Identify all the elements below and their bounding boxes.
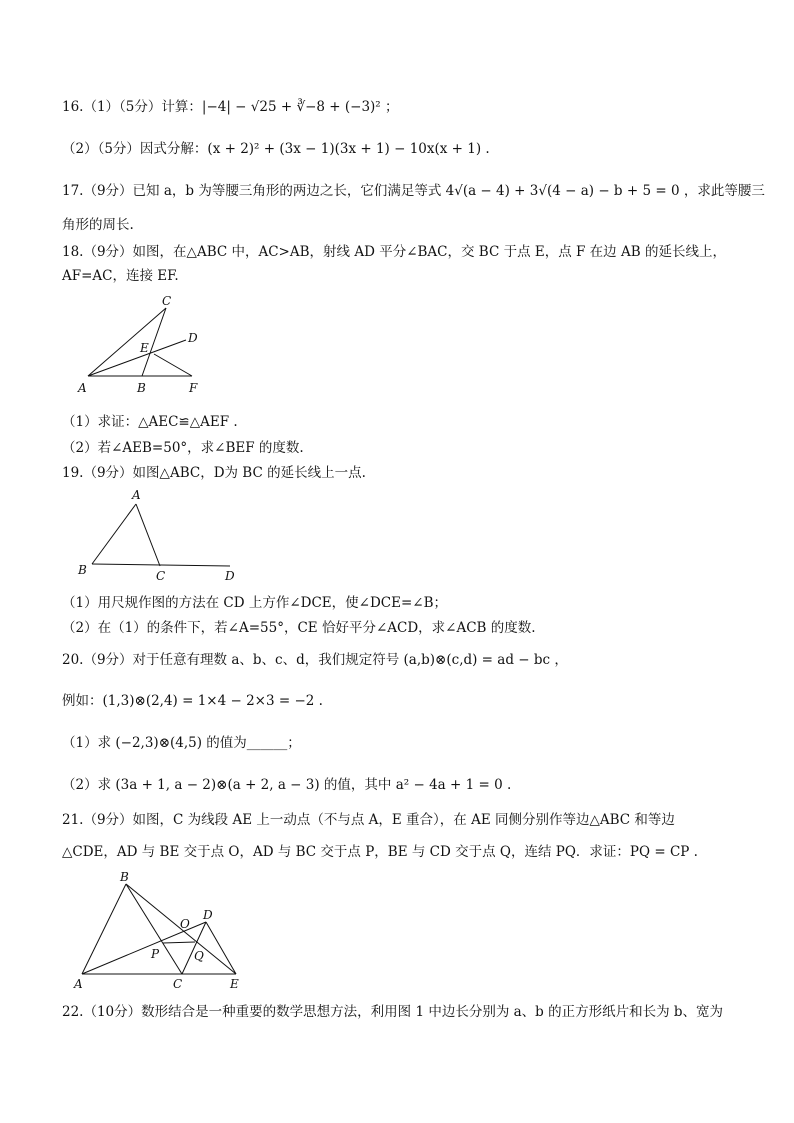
q19-part2: （2）在（1）的条件下，若∠A=55°，CE 恰好平分∠ACD，求∠ACB 的度数. <box>62 620 536 636</box>
q16-line1: 16.（1）（5分）计算：|−4| − √25 + ∛−8 + (−3)² ； <box>62 99 399 115</box>
q21-line1: 21.（9分）如图，C 为线段 AE 上一动点（不与点 A，E 重合），在 AE 同侧分别作等边△ABC 和等边 <box>62 812 675 828</box>
q19-label-A: A <box>132 488 141 502</box>
q20-line2: 例如：(1,3)⊗(2,4) = 1×4 − 2×3 = −2 . <box>62 693 323 709</box>
q18-ray-AD <box>88 340 186 376</box>
q21-seg-DE <box>206 922 236 974</box>
q20-part1: （1）求 (−2,3)⊗(4,5) 的值为______； <box>62 735 301 751</box>
q18-line2: AF=AC，连接 EF. <box>62 268 179 284</box>
q18-seg-EF <box>154 354 192 376</box>
q19-seg-AB <box>92 504 136 564</box>
q21-label-O: O <box>180 917 190 931</box>
q17-line2: 角形的周长. <box>62 217 134 233</box>
q19-label-C: C <box>156 569 166 583</box>
q21-figure <box>70 870 250 992</box>
q18-line1: 18.（9分）如图，在△ABC 中，AC>AB，射线 AD 平分∠BAC，交 BC 于点 E，点 F 在边 AB 的延长线上， <box>62 244 726 260</box>
q19-seg-AC <box>136 504 160 566</box>
q18-part1: （1）求证：△AEC≌△AEF . <box>62 414 238 430</box>
q18-part2: （2）若∠AEB=50°，求∠BEF 的度数. <box>62 440 304 456</box>
q21-label-B: B <box>120 870 129 884</box>
q17-line1: 17.（9分）已知 a，b 为等腰三角形的两边之长，它们满足等式 4√(a − 4) + 3√(4 − a) − b + 5 = 0 ，求此等腰三 <box>62 183 765 199</box>
q21-label-A: A <box>74 977 83 991</box>
q21-label-E: E <box>230 977 239 991</box>
q21-label-P: P <box>151 947 160 961</box>
q18-figure <box>70 290 210 400</box>
q19-label-D: D <box>225 569 235 583</box>
q19-line1: 19.（9分）如图△ABC，D为 BC 的延长线上一点. <box>62 465 366 481</box>
q18-label-F: F <box>189 381 198 395</box>
q19-figure <box>70 486 250 586</box>
q18-label-A: A <box>78 381 87 395</box>
q18-label-D: D <box>188 331 198 345</box>
q18-label-E: E <box>140 341 149 355</box>
q20-part2: （2）求 (3a + 1, a − 2)⊗(a + 2, a − 3) 的值，其中 a² − 4a + 1 = 0 . <box>62 777 512 793</box>
q19-part1: （1）用尺规作图的方法在 CD 上方作∠DCE，使∠DCE=∠B； <box>62 595 448 611</box>
q21-line2: △CDE，AD 与 BE 交于点 O，AD 与 BC 交于点 P，BE 与 CD 交于点 Q，连结 PQ．求证：PQ = CP . <box>62 844 698 860</box>
q20-line1: 20.（9分）对于任意有理数 a、b、c、d，我们规定符号 (a,b)⊗(c,d) = ad − bc ， <box>62 652 568 668</box>
q19-label-B: B <box>78 563 87 577</box>
q18-label-B: B <box>137 381 146 395</box>
q21-label-C: C <box>173 977 183 991</box>
q21-seg-AB <box>82 884 126 974</box>
q18-label-C: C <box>162 294 172 308</box>
q21-label-D: D <box>203 908 213 922</box>
q21-seg-PQ <box>163 942 195 943</box>
q19-seg-BD <box>92 564 230 566</box>
q22-line1: 22.（10分）数形结合是一种重要的数学思想方法，利用图 1 中边长分别为 a、b 的正方形纸片和长为 b、宽为 <box>62 1004 724 1020</box>
q21-label-Q: Q <box>194 949 204 963</box>
q16-line2: （2）（5分）因式分解：(x + 2)² + (3x − 1)(3x + 1) − 10x(x + 1) . <box>62 141 490 157</box>
